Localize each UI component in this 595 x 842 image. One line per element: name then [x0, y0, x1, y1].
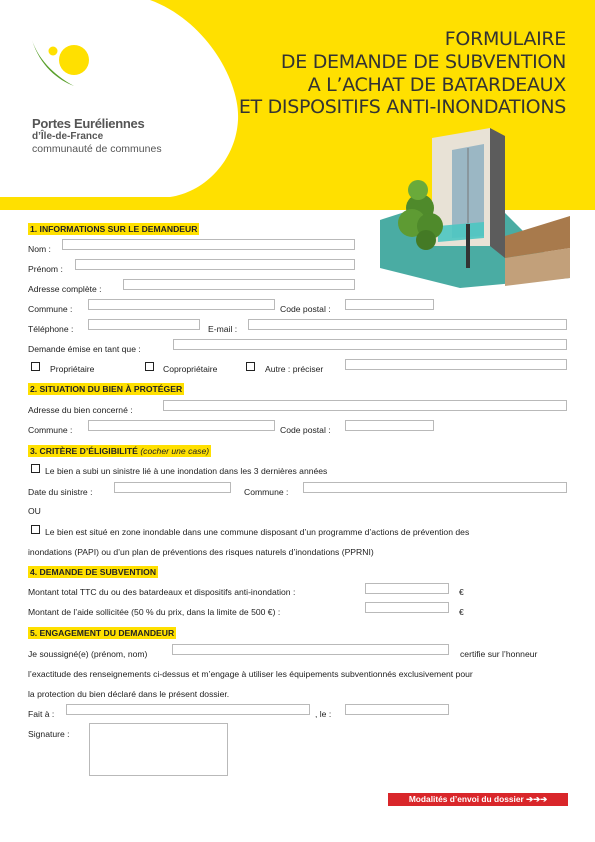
- telephone-label: Téléphone :: [28, 324, 74, 334]
- adresse-bien-label: Adresse du bien concerné :: [28, 405, 133, 415]
- org-name: Portes Euréliennes: [32, 116, 145, 131]
- montant-total-label: Montant total TTC du ou des batardeaux et dispositifs anti-inondation :: [28, 587, 296, 597]
- telephone-field[interactable]: [88, 319, 200, 330]
- org-region: d’Île-de-France: [32, 131, 104, 142]
- zone-inondable-checkbox[interactable]: [31, 525, 40, 534]
- org-type: communauté de communes: [32, 143, 162, 155]
- sinistre-label: Le bien a subi un sinistre lié à une inondation dans les 3 dernières années: [45, 466, 328, 476]
- code-postal-bien-label: Code postal :: [280, 425, 331, 435]
- prenom-label: Prénom :: [28, 264, 63, 274]
- autre-label: Autre : préciser: [265, 364, 324, 374]
- fait-a-field[interactable]: [66, 704, 310, 715]
- le-label: , le :: [315, 709, 332, 719]
- nom-soussigne-field[interactable]: [172, 644, 449, 655]
- demande-field[interactable]: [173, 339, 567, 350]
- section-3-heading: [28, 445, 211, 457]
- email-field[interactable]: [248, 319, 567, 330]
- proprietaire-label: Propriétaire: [50, 364, 95, 374]
- code-postal-field[interactable]: [345, 299, 434, 310]
- adresse-label: Adresse complète :: [28, 284, 102, 294]
- section-2-heading: 2. SITUATION DU BIEN À PROTÉGER: [30, 384, 183, 394]
- engagement-line-3: la protection du bien déclaré dans le présent dossier.: [28, 689, 230, 699]
- section-3-title: 3. CRITÈRE D’ÉLIGIBILITÉ: [30, 446, 138, 456]
- nom-label: Nom :: [28, 244, 51, 254]
- code-postal-bien-field[interactable]: [345, 420, 434, 431]
- autre-checkbox[interactable]: [246, 362, 255, 371]
- montant-aide-label: Montant de l’aide sollicitée (50 % du prix, dans la limite de 500 €) :: [28, 607, 281, 617]
- adresse-field[interactable]: [123, 279, 355, 290]
- zone-inondable-label-1: Le bien est situé en zone inondable dans une commune disposant d’un programme d’actions de prévention des: [45, 527, 470, 537]
- sinistre-checkbox[interactable]: [31, 464, 40, 473]
- signature-label: Signature :: [28, 729, 70, 739]
- commune-label: Commune :: [28, 304, 73, 314]
- section-1-heading: 1. INFORMATIONS SUR LE DEMANDEUR: [30, 224, 198, 234]
- title-line-2: DE DEMANDE DE SUBVENTION: [280, 51, 566, 73]
- je-soussigne-label: Je soussigné(e) (prénom, nom): [28, 649, 148, 659]
- title-line-3: A L’ACHAT DE BATARDEAUX: [307, 74, 566, 96]
- autre-field[interactable]: [345, 359, 567, 370]
- modalites-envoi-button[interactable]: Modalités d’envoi du dossier ➔➔➔: [388, 793, 568, 806]
- commune-bien-field[interactable]: [88, 420, 275, 431]
- title-line-1: FORMULAIRE: [444, 28, 566, 50]
- engagement-line-2: l’exactitude des renseignements ci-dessus et m’engage à utiliser les équipements subventionnés exclusivement pour: [28, 669, 473, 679]
- commune-field[interactable]: [88, 299, 275, 310]
- flood-barrier-illustration: [380, 128, 570, 288]
- nom-field[interactable]: [62, 239, 355, 250]
- signature-box[interactable]: [89, 723, 228, 776]
- fait-a-label: Fait à :: [28, 709, 55, 719]
- code-postal-label: Code postal :: [280, 304, 331, 314]
- adresse-bien-field[interactable]: [163, 400, 567, 411]
- prenom-field[interactable]: [75, 259, 355, 270]
- zone-inondable-label-2: inondations (PAPI) ou d’un plan de préventions des risques naturels d’inondations (PPRNI): [28, 547, 374, 557]
- commune-bien-label: Commune :: [28, 425, 73, 435]
- coproprietaire-label: Copropriétaire: [163, 364, 218, 374]
- montant-total-field[interactable]: [365, 583, 449, 594]
- demande-label: Demande émise en tant que :: [28, 344, 141, 354]
- commune-sinistre-field[interactable]: [303, 482, 567, 493]
- montant-total-currency: €: [459, 587, 464, 597]
- title-line-4: ET DISPOSITIFS ANTI-INONDATIONS: [238, 96, 566, 118]
- logo-icon: [28, 36, 98, 96]
- proprietaire-checkbox[interactable]: [31, 362, 40, 371]
- section-5-heading: 5. ENGAGEMENT DU DEMANDEUR: [30, 628, 175, 638]
- montant-aide-currency: €: [459, 607, 464, 617]
- commune-sinistre-label: Commune :: [244, 487, 289, 497]
- email-label: E-mail :: [208, 324, 238, 334]
- certifie-label: certifie sur l’honneur: [460, 649, 538, 659]
- date-sinistre-field[interactable]: [114, 482, 231, 493]
- section-3-hint: (cocher une case): [140, 446, 210, 456]
- section-4-heading: 4. DEMANDE DE SUBVENTION: [30, 567, 157, 577]
- coproprietaire-checkbox[interactable]: [145, 362, 154, 371]
- ou-label: OU: [28, 506, 41, 516]
- montant-aide-field[interactable]: [365, 602, 449, 613]
- date-sinistre-label: Date du sinistre :: [28, 487, 93, 497]
- date-field[interactable]: [345, 704, 449, 715]
